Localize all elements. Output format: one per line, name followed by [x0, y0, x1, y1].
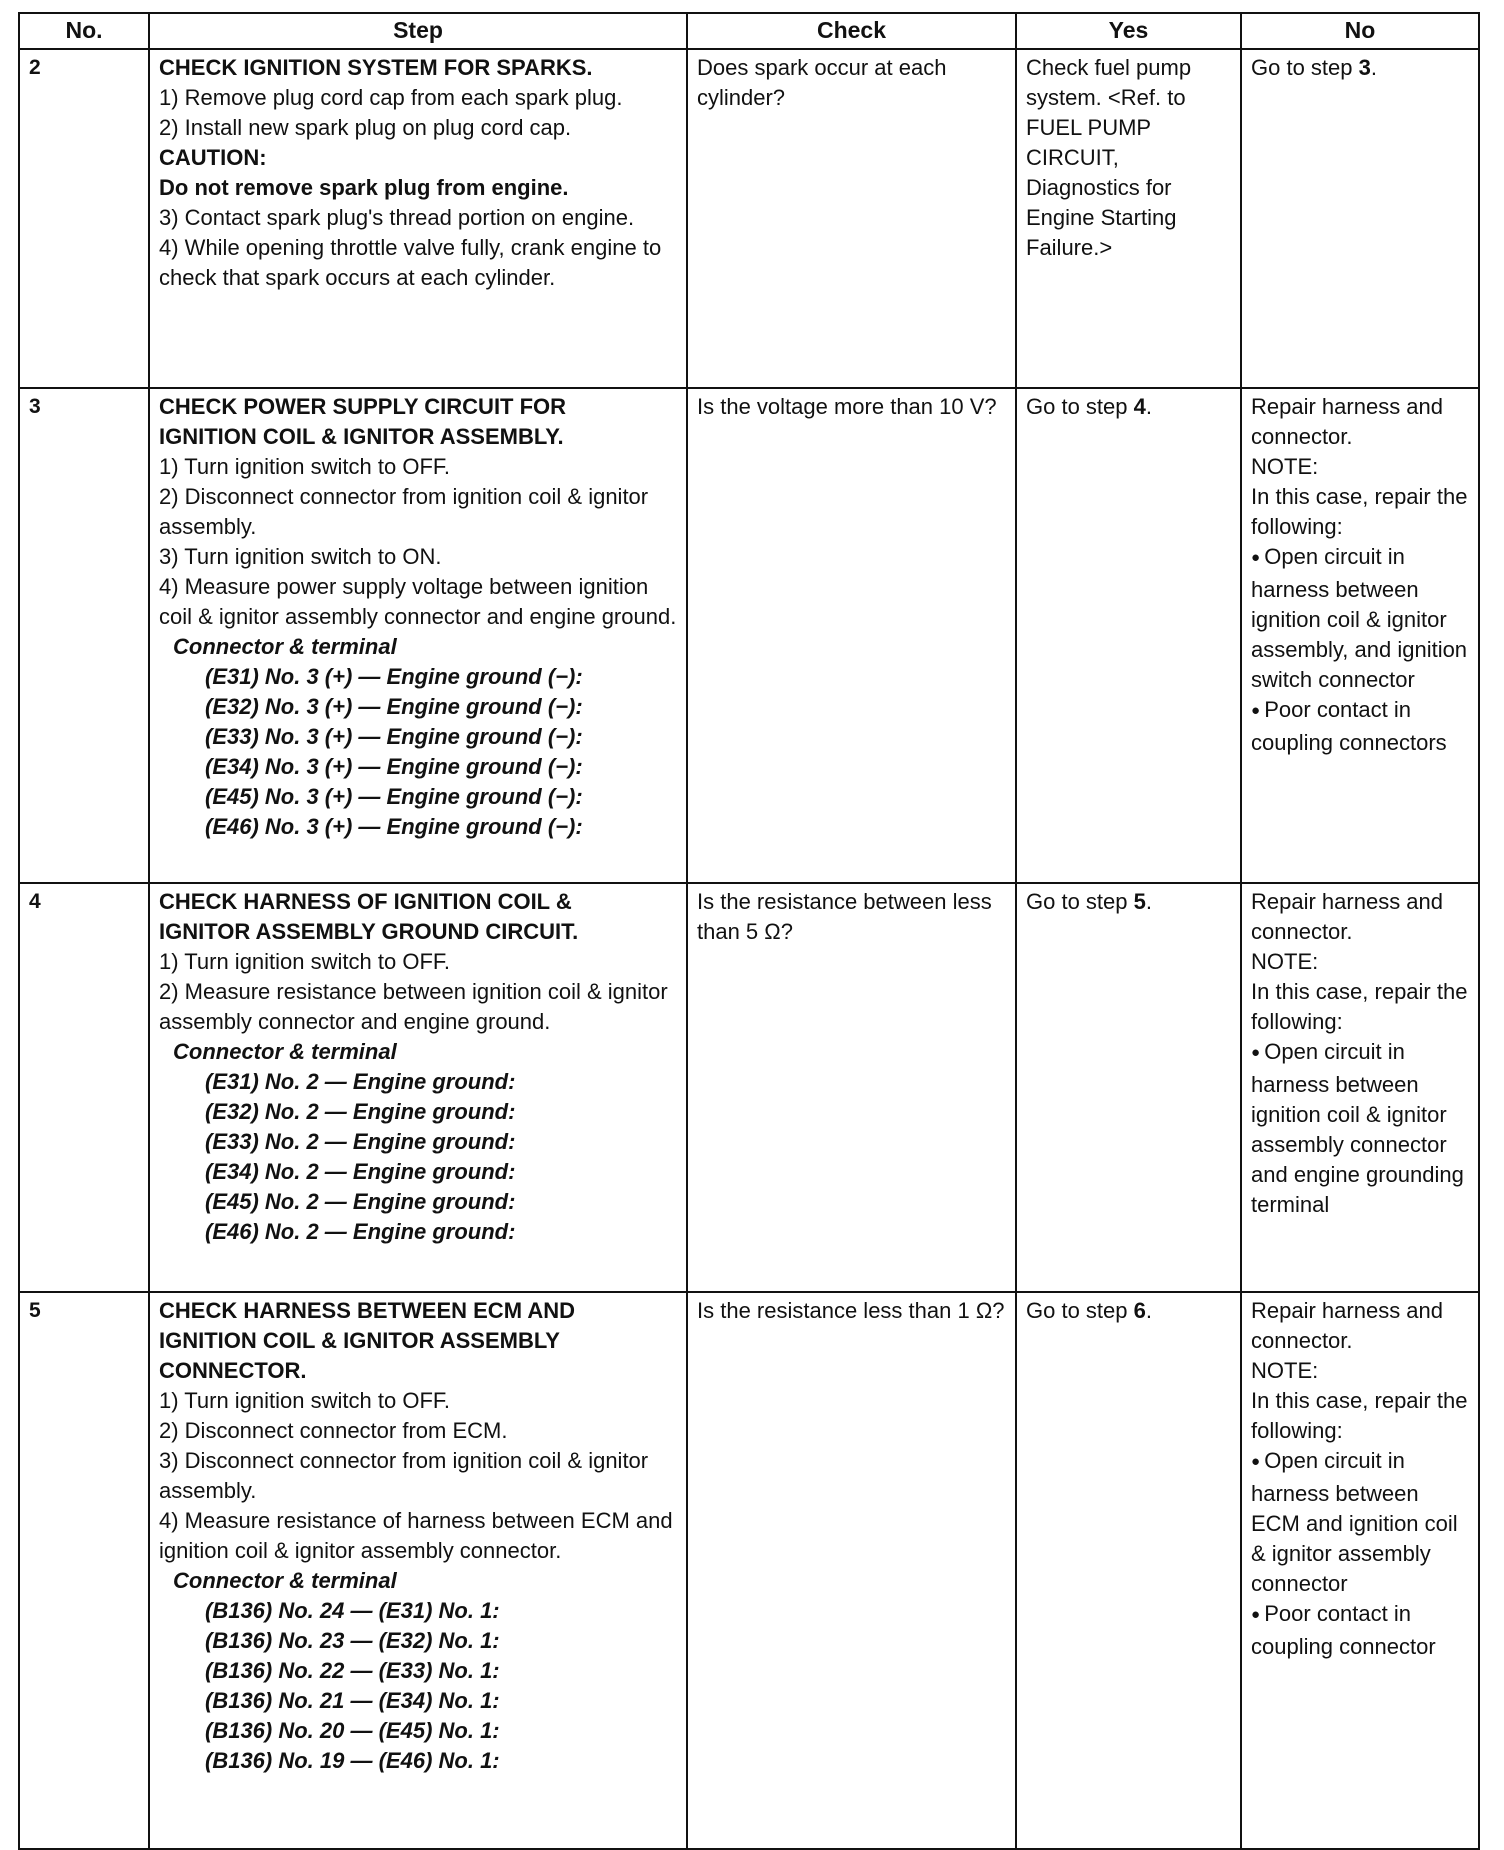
goto-suffix: . — [1145, 1298, 1152, 1323]
step-cell — [149, 1292, 687, 1849]
no-cell — [1241, 49, 1479, 388]
table-row — [19, 883, 1479, 1292]
connector-terminal-title: Connector & terminal — [173, 1568, 397, 1593]
table-row — [19, 1292, 1479, 1849]
bullet-item: ● Open circuit in harness between ignition coil & ignitor assembly, and ignition switch connector — [1251, 542, 1470, 695]
connector-terminal: (E45) No. 2 — Engine ground: — [205, 1189, 516, 1214]
connector-terminal: (E33) No. 3 (+) — Engine ground (−): — [205, 724, 583, 749]
bullet-item: ● Open circuit in harness between ECM and ignition coil & ignitor assembly connector — [1251, 1446, 1470, 1599]
no-line: Repair harness and connector. — [1251, 394, 1444, 449]
bullet-item: ● Open circuit in harness between ignition coil & ignitor assembly connector and engine grounding terminal — [1251, 1037, 1470, 1220]
yes-cell: Check fuel pump system. <Ref. to FUEL PUMP CIRCUIT, Diagnostics for Engine Starting Failure.> — [1016, 49, 1241, 388]
no-cell — [1241, 1292, 1479, 1849]
no-line: Repair harness and connector. — [1251, 1298, 1444, 1353]
note-label: NOTE: — [1251, 454, 1319, 479]
goto-text: Go to step — [1026, 889, 1134, 914]
connector-terminal: (E31) No. 3 (+) — Engine ground (−): — [205, 664, 583, 689]
step-title: CHECK POWER SUPPLY CIRCUIT FOR — [159, 394, 567, 419]
connector-terminal: (B136) No. 24 — (E31) No. 1: — [205, 1598, 500, 1623]
step-instruction: 2) Install new spark plug on plug cord cap. — [159, 115, 572, 140]
bullet-item: ● Poor contact in coupling connector — [1251, 1599, 1470, 1662]
no-line: Repair harness and connector. — [1251, 889, 1444, 944]
goto-step-number: 4 — [1133, 394, 1146, 419]
goto-step-number: 3 — [1358, 55, 1371, 80]
connector-terminal: (E46) No. 3 (+) — Engine ground (−): — [205, 814, 583, 839]
step-title: IGNITOR ASSEMBLY GROUND CIRCUIT. — [159, 919, 579, 944]
connector-terminal: (B136) No. 21 — (E34) No. 1: — [205, 1688, 500, 1713]
goto-text: Go to step — [1026, 394, 1134, 419]
check-cell: Does spark occur at each cylinder? — [687, 49, 1016, 388]
header-no-result: No — [1241, 13, 1479, 49]
note-label: NOTE: — [1251, 1358, 1319, 1383]
connector-terminal: (E34) No. 2 — Engine ground: — [205, 1159, 516, 1184]
step-instruction: 3) Turn ignition switch to ON. — [159, 544, 442, 569]
check-cell: Is the resistance less than 1 Ω? — [687, 1292, 1016, 1849]
no-cell — [1241, 883, 1479, 1292]
header-step: Step — [149, 13, 687, 49]
no-line: In this case, repair the following: — [1251, 1388, 1468, 1443]
connector-terminal: (E32) No. 2 — Engine ground: — [205, 1099, 516, 1124]
step-title: CHECK HARNESS OF IGNITION COIL & — [159, 889, 572, 914]
step-instruction: 2) Disconnect connector from ECM. — [159, 1418, 508, 1443]
connector-terminal: (E33) No. 2 — Engine ground: — [205, 1129, 516, 1154]
step-instruction: 1) Turn ignition switch to OFF. — [159, 1388, 450, 1413]
connector-terminal: (B136) No. 20 — (E45) No. 1: — [205, 1718, 500, 1743]
connector-terminal: (E31) No. 2 — Engine ground: — [205, 1069, 516, 1094]
step-instruction: 4) Measure resistance of harness between ECM and ignition coil & ignitor assembly connector. — [159, 1508, 673, 1563]
connector-terminal-title: Connector & terminal — [173, 1039, 397, 1064]
step-instruction: 4) Measure power supply voltage between ignition coil & ignitor assembly connector and engine ground. — [159, 574, 677, 629]
diagnostic-table — [18, 12, 1480, 1850]
step-instruction: 2) Measure resistance between ignition coil & ignitor assembly connector and engine ground. — [159, 979, 668, 1034]
connector-terminal-title: Connector & terminal — [173, 634, 397, 659]
yes-cell — [1016, 883, 1241, 1292]
header-yes: Yes — [1016, 13, 1241, 49]
step-instruction: 4) While opening throttle valve fully, crank engine to check that spark occurs at each cylinder. — [159, 235, 662, 290]
check-cell: Is the resistance between less than 5 Ω? — [687, 883, 1016, 1292]
step-title: IGNITION COIL & IGNITOR ASSEMBLY — [159, 1328, 560, 1353]
header-no: No. — [19, 13, 149, 49]
step-instruction: 1) Turn ignition switch to OFF. — [159, 949, 450, 974]
step-number: 3 — [19, 388, 149, 883]
step-number: 4 — [19, 883, 149, 1292]
step-instruction: 3) Contact spark plug's thread portion on engine. — [159, 205, 635, 230]
table-row — [19, 388, 1479, 883]
connector-terminal: (E45) No. 3 (+) — Engine ground (−): — [205, 784, 583, 809]
connector-terminal: (E34) No. 3 (+) — Engine ground (−): — [205, 754, 583, 779]
step-instruction: 1) Turn ignition switch to OFF. — [159, 454, 450, 479]
header-check: Check — [687, 13, 1016, 49]
step-instruction: 2) Disconnect connector from ignition coil & ignitor assembly. — [159, 484, 649, 539]
goto-text: Go to step — [1251, 55, 1359, 80]
step-instruction: 1) Remove plug cord cap from each spark plug. — [159, 85, 623, 110]
connector-terminal: (E46) No. 2 — Engine ground: — [205, 1219, 516, 1244]
connector-terminal: (B136) No. 22 — (E33) No. 1: — [205, 1658, 500, 1683]
connector-terminal: (B136) No. 23 — (E32) No. 1: — [205, 1628, 500, 1653]
goto-suffix: . — [1145, 394, 1152, 419]
step-cell — [149, 49, 687, 388]
no-cell — [1241, 388, 1479, 883]
step-title: CHECK IGNITION SYSTEM FOR SPARKS. — [159, 55, 593, 80]
step-number: 5 — [19, 1292, 149, 1849]
table-header-row — [19, 13, 1479, 49]
caution-text: Do not remove spark plug from engine. — [159, 175, 569, 200]
goto-step-number: 5 — [1133, 889, 1146, 914]
connector-terminal: (E32) No. 3 (+) — Engine ground (−): — [205, 694, 583, 719]
step-cell — [149, 883, 687, 1292]
bullet-item: ● Poor contact in coupling connectors — [1251, 695, 1470, 758]
goto-suffix: . — [1145, 889, 1152, 914]
step-instruction: 3) Disconnect connector from ignition coil & ignitor assembly. — [159, 1448, 649, 1503]
connector-terminal: (B136) No. 19 — (E46) No. 1: — [205, 1748, 500, 1773]
yes-cell — [1016, 388, 1241, 883]
caution-label: CAUTION: — [159, 145, 267, 170]
step-title: CHECK HARNESS BETWEEN ECM AND — [159, 1298, 575, 1323]
no-line: In this case, repair the following: — [1251, 484, 1468, 539]
note-label: NOTE: — [1251, 949, 1319, 974]
yes-cell — [1016, 1292, 1241, 1849]
step-number: 2 — [19, 49, 149, 388]
check-cell: Is the voltage more than 10 V? — [687, 388, 1016, 883]
table-row — [19, 49, 1479, 388]
step-title: IGNITION COIL & IGNITOR ASSEMBLY. — [159, 424, 564, 449]
step-title: CONNECTOR. — [159, 1358, 307, 1383]
step-cell — [149, 388, 687, 883]
no-line: In this case, repair the following: — [1251, 979, 1468, 1034]
goto-text: Go to step — [1026, 1298, 1134, 1323]
goto-suffix: . — [1370, 55, 1377, 80]
goto-step-number: 6 — [1133, 1298, 1146, 1323]
